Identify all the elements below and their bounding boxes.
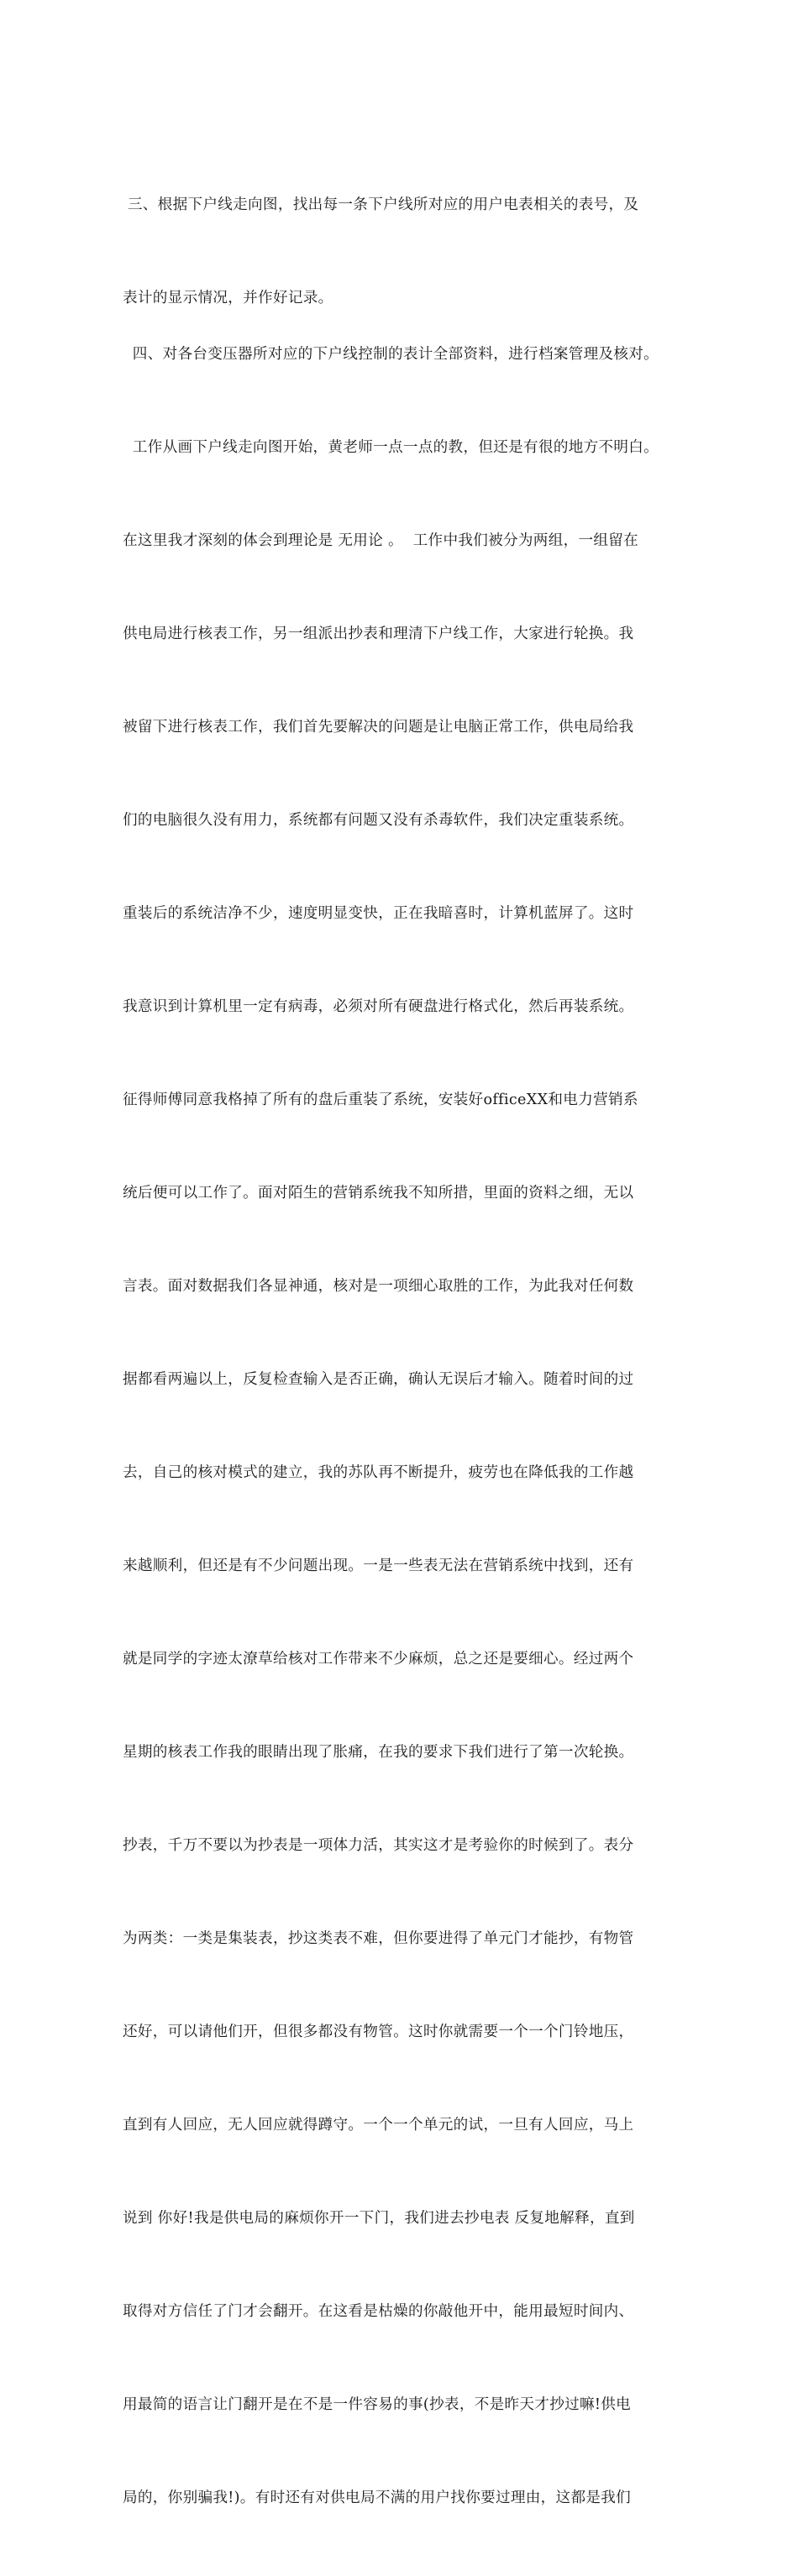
text-line: 征得师傅同意我格掉了所有的盘后重装了系统，安装好officeXX和电力营销系 [123,1092,638,1108]
text-line: 抄表，千万不要以为抄表是一项体力活，其实这才是考验你的时候到了。表分 [123,1837,634,1854]
text-line: 表计的显示情况，并作好记录。 [123,290,333,306]
text-line: 用最简的语言让门翻开是在不是一件容易的事(抄表，不是昨天才抄过嘛!供电 [123,2396,632,2413]
text-line: 被留下进行核表工作，我们首先要解决的问题是让电脑正常工作，供电局给我 [123,719,634,736]
text-line: 言表。面对数据我们各显神通，核对是一项细心取胜的工作，为此我对任何数 [123,1278,634,1295]
section-four-paragraph [123,277,685,2576]
text-line: 还好，可以请他们开，但很多都没有物管。这时你就需要一个一个门铃地压， [123,2024,634,2040]
text-line: 局的，你别骗我!)。有时还有对供电局不满的用户找你要过理由，这都是我们 [123,2490,632,2506]
text-line: 去，自己的核对模式的建立，我的苏队再不断提升，疲劳也在降低我的工作越 [123,1464,634,1481]
text-line: 我意识到计算机里一定有病毒，必须对所有硬盘进行格式化，然后再装系统。 [123,998,634,1015]
text-line: 四、对各台变压器所对应的下户线控制的表计全部资料，进行档案管理及核对。 [123,346,659,363]
text-line: 们的电脑很久没有用力，系统都有问题又没有杀毒软件，我们决定重装系统。 [123,812,634,829]
text-line: 重装后的系统洁净不少，速度明显变快，正在我暗喜时，计算机蓝屏了。这时 [123,905,634,922]
text-line: 工作从画下户线走向图开始，黄老师一点一点的教，但还是有很的地方不明白。 [123,439,659,456]
text-line: 三、根据下户线走向图，找出每一条下户线所对应的用户电表相关的表号，及 [123,196,639,213]
text-line: 取得对方信任了门才会翻开。在这看是枯燥的你敲他开中，能用最短时间内、 [123,2303,634,2320]
text-line: 就是同学的字迹太潦草给核对工作带来不少麻烦，总之还是要细心。经过两个 [123,1651,634,1668]
text-line: 在这里我才深刻的体会到理论是 无用论 。 工作中我们被分为两组，一组留在 [123,532,639,549]
text-line: 为两类：一类是集装表，抄这类表不难，但你要进得了单元门才能抄，有物管 [123,1930,634,1947]
text-line: 供电局进行核表工作，另一组派出抄表和理清下户线工作，大家进行轮换。我 [123,626,634,642]
text-line: 星期的核表工作我的眼睛出现了胀痛，在我的要求下我们进行了第一次轮换。 [123,1744,634,1761]
text-line: 统后便可以工作了。面对陌生的营销系统我不知所措，里面的资料之细，无以 [123,1185,634,1202]
text-line: 说到 你好!我是供电局的麻烦你开一下门，我们进去抄电表 反复地解释，直到 [123,2210,635,2227]
text-line: 直到有人回应，无人回应就得蹲守。一个一个单元的试，一旦有人回应，马上 [123,2117,634,2134]
text-line: 据都看两遍以上，反复检查输入是否正确，确认无误后才输入。随着时间的过 [123,1371,634,1388]
text-line: 来越顺利，但还是有不少问题出现。一是一些表无法在营销系统中找到，还有 [123,1558,634,1574]
